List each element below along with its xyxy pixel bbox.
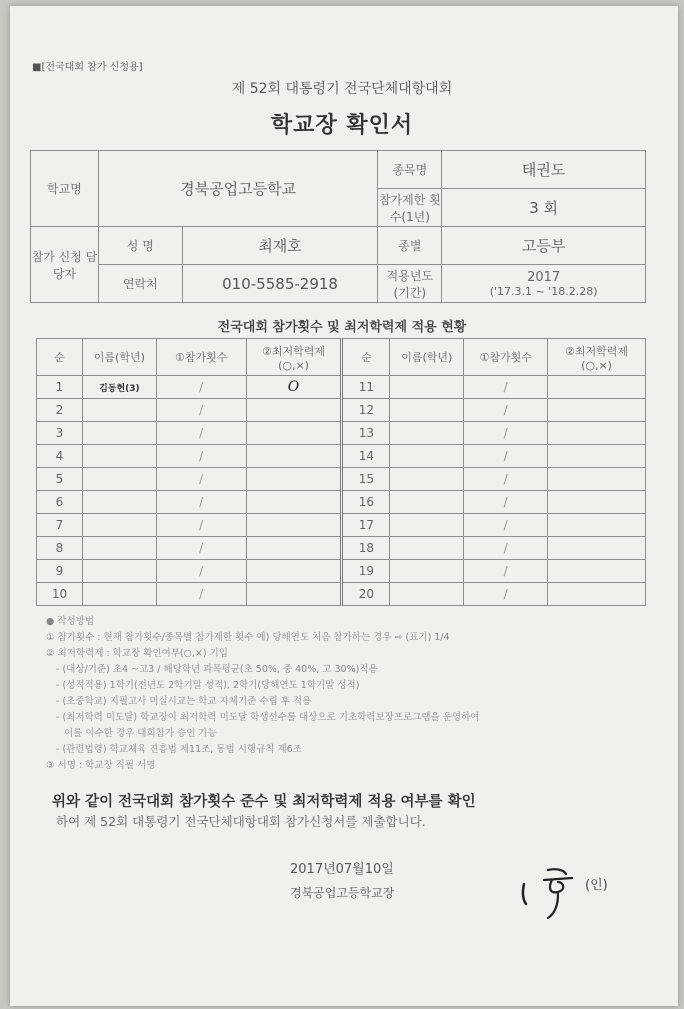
row-min	[246, 468, 342, 491]
row-count: /	[464, 468, 548, 491]
instructions-heading: ● 작성방법	[46, 616, 95, 627]
issue-date: 2017년07월10일	[290, 862, 394, 877]
manager-label: 참가 신청 담당자	[31, 227, 99, 303]
sport-label: 종목명	[378, 151, 442, 189]
row-no: 4	[37, 445, 83, 468]
row-min	[548, 445, 646, 468]
note-item: - (관련법령) 학교체육 진흥법 제11조, 동법 시행규칙 제6조	[56, 744, 302, 755]
row-name	[390, 376, 464, 399]
year-cell	[442, 265, 646, 303]
row-min	[246, 422, 342, 445]
row-name	[390, 399, 464, 422]
row-min	[548, 422, 646, 445]
school-label: 학교명	[31, 151, 99, 227]
row-name	[390, 491, 464, 514]
note-item: - (초중학교) 지필고사 미실시교는 학교 자체기준 수립 후 적용	[56, 696, 312, 707]
row-min	[548, 399, 646, 422]
row-count: /	[156, 537, 246, 560]
row-name	[82, 399, 156, 422]
application-info-table	[30, 150, 646, 303]
row-name	[390, 445, 464, 468]
division-label: 종별	[378, 227, 442, 265]
row-min	[246, 445, 342, 468]
row-no: 20	[342, 583, 390, 606]
table-row	[37, 491, 646, 514]
row-no: 2	[37, 399, 83, 422]
note-item: 이를 이수한 경우 대회참가 승인 가능	[64, 728, 217, 739]
row-min	[548, 514, 646, 537]
row-no: 9	[37, 560, 83, 583]
row-no: 13	[342, 422, 390, 445]
period-value: ('17.3.1 ~ '18.2.28)	[489, 284, 598, 298]
name-label: 성 명	[98, 227, 182, 265]
event-name: 제 52회 대통령기 전국단체대항대회	[231, 81, 453, 97]
row-no: 16	[342, 491, 390, 514]
table-row	[37, 376, 646, 399]
row-no: 6	[37, 491, 83, 514]
document-title: 학교장 확인서	[270, 113, 414, 138]
row-count: /	[156, 491, 246, 514]
row-count: /	[156, 422, 246, 445]
row-name	[82, 560, 156, 583]
row-no: 15	[342, 468, 390, 491]
row-min	[246, 537, 342, 560]
row-min	[246, 583, 342, 606]
status-table-title: 전국대회 참가횟수 및 최저학력제 적용 현황	[217, 320, 467, 335]
row-count: /	[464, 537, 548, 560]
row-count: /	[464, 560, 548, 583]
row-name	[390, 514, 464, 537]
limit-value: 3 회	[442, 189, 646, 227]
header-no: 순	[37, 339, 83, 376]
row-name	[82, 422, 156, 445]
school-value: 경북공업고등학교	[98, 151, 378, 227]
row-min	[246, 399, 342, 422]
form-type-tag: ■[전국대회 참가 신청용]	[32, 62, 143, 73]
limit-label: 참가제한 횟수(1년)	[378, 189, 442, 227]
confirmation-text: 위와 같이 전국대회 참가횟수 준수 및 최저학력제 적용 여부를 확인	[52, 794, 476, 810]
row-count: /	[464, 445, 548, 468]
row-no: 12	[342, 399, 390, 422]
row-count: /	[464, 583, 548, 606]
note-item: - (대상/기준) 초4 ~고3 / 해당학년 과목평균(초 50%, 중 40%, 고 30%)적용	[56, 664, 378, 675]
row-no: 17	[342, 514, 390, 537]
name-value: 최재호	[182, 227, 378, 265]
row-no: 18	[342, 537, 390, 560]
table-row	[37, 445, 646, 468]
row-min	[548, 537, 646, 560]
row-count: /	[156, 376, 246, 399]
row-no: 7	[37, 514, 83, 537]
row-count: /	[156, 514, 246, 537]
row-count: /	[464, 491, 548, 514]
row-no: 10	[37, 583, 83, 606]
header-count: ①참가횟수	[464, 339, 548, 376]
row-name	[390, 537, 464, 560]
header-min: ②최저학력제 (○,×)	[246, 339, 342, 376]
row-min: O	[246, 376, 342, 399]
division-value: 고등부	[442, 227, 646, 265]
row-name	[390, 422, 464, 445]
row-count: /	[464, 376, 548, 399]
row-no: 8	[37, 537, 83, 560]
row-count: /	[464, 422, 548, 445]
note-item: - (성적적용) 1학기(전년도 2학기말 성적), 2학기(당해연도 1학기말 성적)	[56, 680, 360, 691]
row-name: 김동현(3)	[82, 376, 156, 399]
row-count: /	[156, 399, 246, 422]
row-no: 19	[342, 560, 390, 583]
header-name: 이름(학년)	[390, 339, 464, 376]
row-count: /	[156, 560, 246, 583]
table-row	[37, 514, 646, 537]
year-label: 적용년도 (기간)	[378, 265, 442, 303]
row-name	[390, 583, 464, 606]
participation-status-table	[36, 338, 646, 606]
row-name	[82, 491, 156, 514]
row-min	[548, 583, 646, 606]
contact-value: 010-5585-2918	[182, 265, 378, 303]
table-row	[37, 399, 646, 422]
note-item: ① 참가횟수 : 현재 참가횟수/종목별 참가제한 횟수 예) 당해연도 처음 참가하는 경우 ⇨ (표기) 1/4	[46, 632, 450, 643]
table-row	[37, 537, 646, 560]
row-min	[548, 468, 646, 491]
row-count: /	[464, 399, 548, 422]
row-min	[548, 376, 646, 399]
row-no: 5	[37, 468, 83, 491]
note-item: - (최저학력 미도달) 학교장이 최저학력 미도달 학생선수를 대상으로 기초학력보장프로그램을 운영하여	[56, 712, 480, 723]
table-row	[37, 560, 646, 583]
row-min	[246, 560, 342, 583]
table-row	[37, 583, 646, 606]
header-name: 이름(학년)	[82, 339, 156, 376]
row-name	[82, 583, 156, 606]
row-min	[246, 491, 342, 514]
handwritten-signature-icon	[514, 862, 586, 922]
table-row	[37, 422, 646, 445]
row-count: /	[464, 514, 548, 537]
row-min	[548, 560, 646, 583]
header-min: ②최저학력제 (○,×)	[548, 339, 646, 376]
row-count: /	[156, 583, 246, 606]
row-no: 11	[342, 376, 390, 399]
instructions-section	[46, 614, 479, 774]
seal-stamp: (인)	[585, 878, 608, 893]
row-name	[82, 514, 156, 537]
row-name	[390, 468, 464, 491]
row-name	[82, 445, 156, 468]
row-count: /	[156, 468, 246, 491]
row-no: 3	[37, 422, 83, 445]
row-name	[82, 537, 156, 560]
note-item: ③ 서명 : 학교장 직필 서명	[46, 760, 156, 771]
row-min	[246, 514, 342, 537]
header-count: ①참가횟수	[156, 339, 246, 376]
header-no: 순	[342, 339, 390, 376]
note-item: ② 최저학력제 : 학교장 확인여부(○,×) 기입	[46, 648, 228, 659]
row-no: 14	[342, 445, 390, 468]
row-count: /	[156, 445, 246, 468]
year-value: 2017	[527, 269, 561, 285]
principal-title: 경북공업고등학교장	[290, 886, 395, 900]
sport-value: 태권도	[442, 151, 646, 189]
row-no: 1	[37, 376, 83, 399]
row-name	[390, 560, 464, 583]
contact-label: 연락처	[98, 265, 182, 303]
confirmation-text-continued: 하여 제 52회 대통령기 전국단체대항대회 참가신청서를 제출합니다.	[56, 814, 426, 829]
status-header-row	[37, 339, 646, 376]
row-name	[82, 468, 156, 491]
row-min	[548, 491, 646, 514]
table-row	[37, 468, 646, 491]
